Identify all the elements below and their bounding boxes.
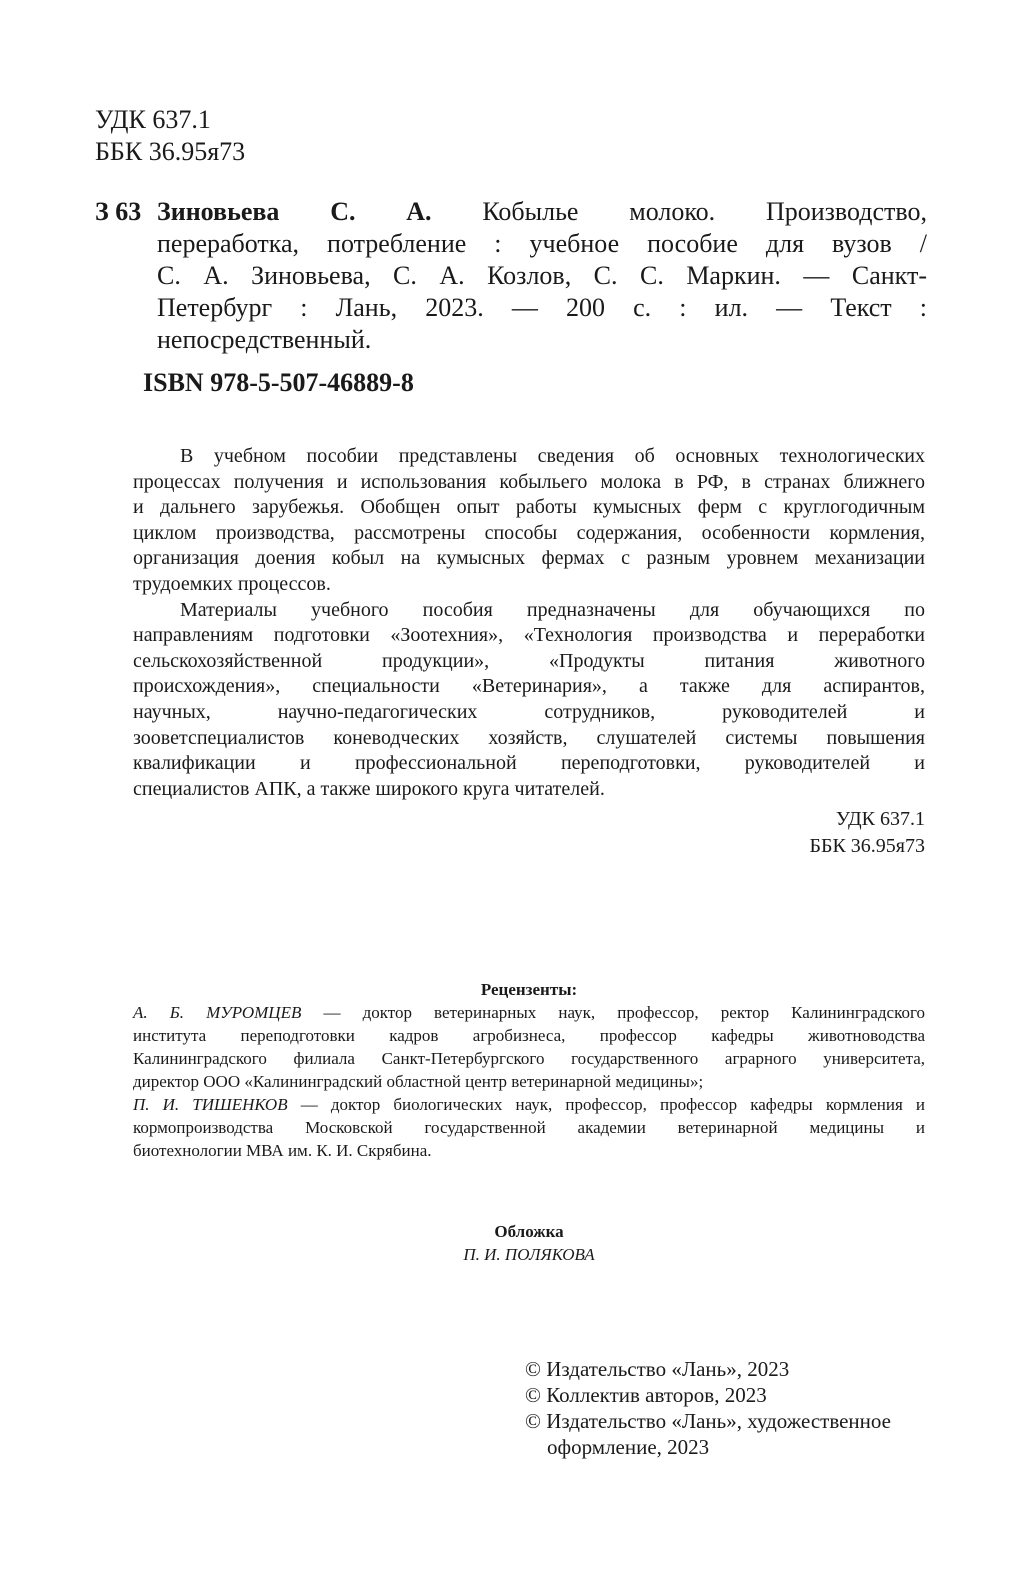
reviewers-heading: Рецензенты:	[480, 980, 578, 999]
udk-block-top	[95, 104, 245, 168]
abstract-line: организация доения кобыл на кумысных фермах с разным уровнем механизации	[133, 547, 925, 570]
reviewer-name: А. Б. МУРОМЦЕВ	[133, 1003, 302, 1022]
reviewers	[133, 978, 925, 1162]
udk-block-right	[700, 806, 925, 860]
reviewer-line: биотехнологии МВА им. К. И. Скрябина.	[133, 1141, 432, 1160]
reviewer-line: директор ООО «Калининградский областной центр ветеринарной медицины»;	[133, 1072, 704, 1091]
abstract-line: направлениям подготовки «Зоотехния», «Технология производства и переработки	[133, 624, 925, 647]
abstract-line: трудоемких процессов.	[133, 572, 331, 595]
isbn: ISBN 978-5-507-46889-8	[143, 368, 414, 397]
reviewer-text: — доктор ветеринарных наук, профессор, ректор Калининградского	[323, 1003, 926, 1022]
entry-line: переработка, потребление : учебное пособие для вузов /	[157, 229, 927, 258]
reviewer-line: Калининградского филиала Санкт-Петербургского государственного аграрного университета,	[133, 1049, 925, 1068]
reviewer-name: П. И. ТИШЕНКОВ	[133, 1095, 288, 1114]
abstract-line: процессах получения и использования кобыльего молока в РФ, в странах ближнего	[133, 470, 925, 493]
abstract-line: происхождения», специальности «Ветеринария», а также для аспирантов,	[133, 675, 925, 698]
bibliographic-entry	[95, 196, 927, 356]
copyright-block	[525, 1356, 891, 1460]
copyright-line: © Издательство «Лань», художественное	[525, 1409, 891, 1433]
entry-line: Петербург : Лань, 2023. — 200 с. : ил. — Текст :	[157, 293, 927, 322]
abstract-line: зооветспециалистов коневодческих хозяйств, слушателей системы повышения	[133, 726, 925, 749]
abstract-line: квалификации и профессиональной переподготовки, руководителей и	[133, 752, 925, 775]
bbk-code: ББК 36.95я73	[95, 137, 246, 166]
author-mark: З 63	[95, 197, 142, 226]
author-name: Зиновьева С. А.	[157, 197, 432, 226]
reviewer-line: института переподготовки кадров агробизнеса, профессор кафедры животноводства	[133, 1026, 925, 1045]
abstract-line: сельскохозяйственной продукции», «Продукты питания животного	[133, 649, 925, 672]
entry-line	[157, 196, 927, 228]
entry-title: Кобылье молоко. Производство,	[482, 197, 927, 226]
cover-heading: Обложка	[494, 1222, 564, 1241]
abstract-line: научных, научно-педагогических сотрудников, руководителей и	[133, 700, 925, 723]
cover-credit	[133, 1220, 925, 1266]
reviewer-line: кормопроизводства Московской государственной академии ветеринарной медицины и	[133, 1118, 925, 1137]
reviewer-text: — доктор биологических наук, профессор, профессор кафедры кормления и	[300, 1095, 926, 1114]
abstract-line: В учебном пособии представлены сведения об основных технологических	[180, 445, 925, 467]
copyright-line: оформление, 2023	[547, 1435, 710, 1459]
abstract	[133, 444, 925, 802]
udk-code: УДК 637.1	[835, 808, 925, 830]
reviewer-line	[133, 1093, 925, 1116]
udk-code: УДК 637.1	[95, 105, 211, 134]
cover-artist: П. И. ПОЛЯКОВА	[463, 1245, 595, 1264]
entry-line: С. А. Зиновьева, С. А. Козлов, С. С. Маркин. — Санкт-	[157, 261, 927, 290]
abstract-line: специалистов АПК, а также широкого круга читателей.	[133, 777, 605, 800]
copyright-line: © Издательство «Лань», 2023	[525, 1357, 790, 1381]
reviewer-line	[133, 1001, 925, 1024]
abstract-line: и дальнего зарубежья. Обобщен опыт работы кумысных ферм с круглогодичным	[133, 496, 925, 519]
abstract-line: циклом производства, рассмотрены способы содержания, особенности кормления,	[133, 521, 925, 544]
bbk-code: ББК 36.95я73	[809, 835, 925, 857]
abstract-line: Материалы учебного пособия предназначены для обучающихся по	[180, 598, 925, 621]
entry-line: непосредственный.	[157, 325, 372, 354]
copyright-line: © Коллектив авторов, 2023	[525, 1383, 767, 1407]
